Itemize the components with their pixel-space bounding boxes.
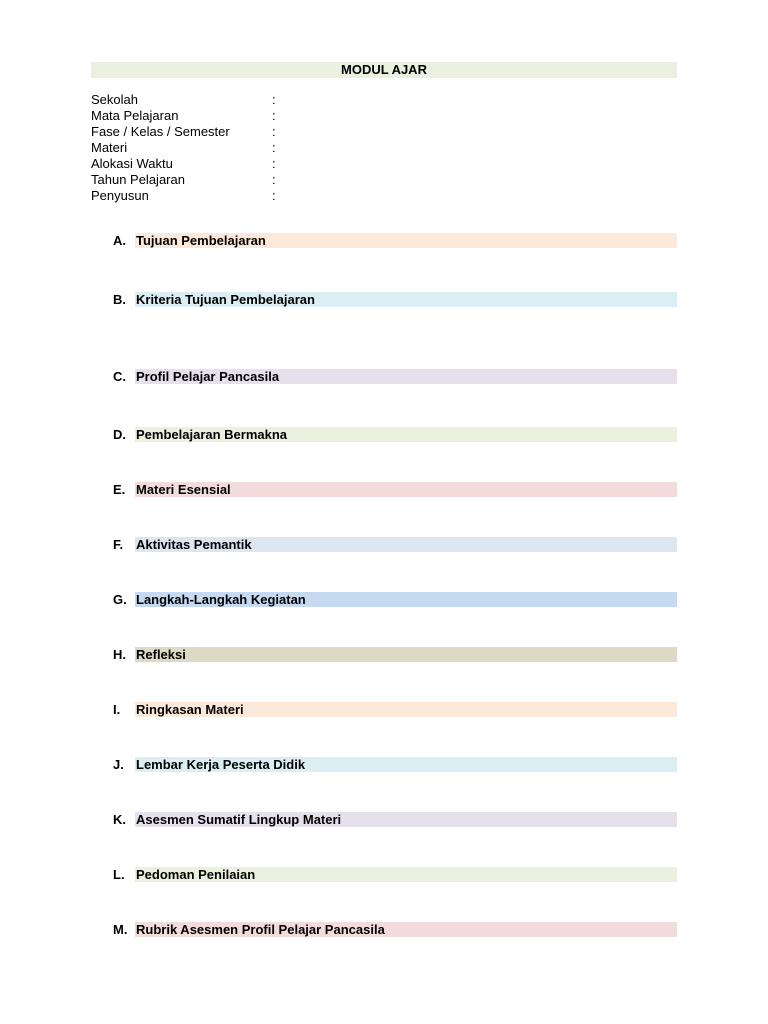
section-langkah-langkah-kegiatan bbox=[113, 592, 677, 607]
section-heading: Langkah-Langkah Kegiatan bbox=[135, 592, 677, 607]
section-heading: Lembar Kerja Peserta Didik bbox=[135, 757, 677, 772]
identity-row-sekolah bbox=[91, 92, 391, 108]
section-letter: H. bbox=[113, 647, 135, 662]
identity-colon: : bbox=[272, 108, 276, 123]
identity-label: Mata Pelajaran bbox=[91, 108, 179, 123]
section-letter: I. bbox=[113, 702, 135, 717]
section-letter: K. bbox=[113, 812, 135, 827]
section-heading: Rubrik Asesmen Profil Pelajar Pancasila bbox=[135, 922, 677, 937]
section-heading: Profil Pelajar Pancasila bbox=[135, 369, 677, 384]
section-pembelajaran-bermakna bbox=[113, 427, 677, 442]
section-letter: M. bbox=[113, 922, 135, 937]
identity-table bbox=[91, 92, 391, 204]
section-letter: G. bbox=[113, 592, 135, 607]
section-asesmen-sumatif-lingkup-materi bbox=[113, 812, 677, 827]
identity-label: Sekolah bbox=[91, 92, 138, 107]
identity-row-fase-kelas-semester bbox=[91, 124, 391, 140]
section-heading: Aktivitas Pemantik bbox=[135, 537, 677, 552]
section-heading: Ringkasan Materi bbox=[135, 702, 677, 717]
section-aktivitas-pemantik bbox=[113, 537, 677, 552]
section-letter: E. bbox=[113, 482, 135, 497]
identity-label: Tahun Pelajaran bbox=[91, 172, 185, 187]
section-letter: C. bbox=[113, 369, 135, 384]
identity-colon: : bbox=[272, 188, 276, 203]
section-pedoman-penilaian bbox=[113, 867, 677, 882]
identity-row-mata-pelajaran bbox=[91, 108, 391, 124]
section-profil-pelajar-pancasila bbox=[113, 369, 677, 384]
section-heading: Pedoman Penilaian bbox=[135, 867, 677, 882]
identity-label: Materi bbox=[91, 140, 128, 155]
section-heading: Refleksi bbox=[135, 647, 677, 662]
identity-row-materi bbox=[91, 140, 391, 156]
identity-colon: : bbox=[272, 92, 276, 107]
identity-colon: : bbox=[272, 124, 276, 139]
section-letter: L. bbox=[113, 867, 135, 882]
section-letter: F. bbox=[113, 537, 135, 552]
section-letter: J. bbox=[113, 757, 135, 772]
section-tujuan-pembelajaran bbox=[113, 233, 677, 248]
identity-label: Penyusun bbox=[91, 188, 149, 203]
section-heading: Asesmen Sumatif Lingkup Materi bbox=[135, 812, 677, 827]
identity-row-alokasi-waktu bbox=[91, 156, 391, 172]
page-title: MODUL AJAR bbox=[91, 62, 677, 78]
identity-colon: : bbox=[272, 172, 276, 187]
identity-colon: : bbox=[272, 156, 276, 171]
section-refleksi bbox=[113, 647, 677, 662]
section-lembar-kerja-peserta-didik bbox=[113, 757, 677, 772]
identity-row-penyusun bbox=[91, 188, 391, 204]
section-heading: Tujuan Pembelajaran bbox=[135, 233, 677, 248]
section-letter: B. bbox=[113, 292, 135, 307]
section-heading: Materi Esensial bbox=[135, 482, 677, 497]
section-heading: Kriteria Tujuan Pembelajaran bbox=[135, 292, 677, 307]
section-letter: D. bbox=[113, 427, 135, 442]
section-letter: A. bbox=[113, 233, 135, 248]
identity-label: Fase / Kelas / Semester bbox=[91, 124, 230, 139]
section-materi-esensial bbox=[113, 482, 677, 497]
identity-row-tahun-pelajaran bbox=[91, 172, 391, 188]
section-ringkasan-materi bbox=[113, 702, 677, 717]
identity-label: Alokasi Waktu bbox=[91, 156, 173, 171]
section-rubrik-asesmen-profil-pelajar-pancasila bbox=[113, 922, 677, 937]
section-kriteria-tujuan-pembelajaran bbox=[113, 292, 677, 307]
section-heading: Pembelajaran Bermakna bbox=[135, 427, 677, 442]
identity-colon: : bbox=[272, 140, 276, 155]
